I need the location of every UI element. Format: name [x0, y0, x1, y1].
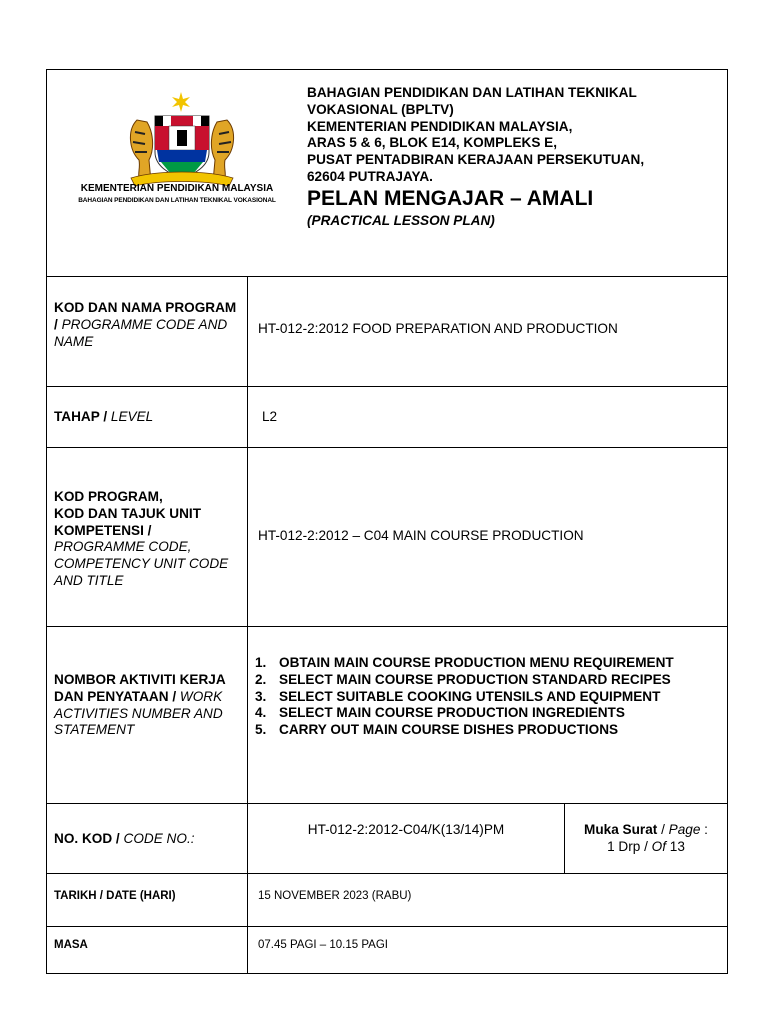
activities-label-bold: NOMBOR AKTIVITI KERJA DAN PENYATAAN / [54, 672, 226, 704]
date-value-cell [248, 874, 727, 926]
list-item: 3. SELECT SUITABLE COOKING UTENSILS AND EQUIPMENT [255, 688, 661, 704]
address-line: VOKASIONAL (BPLTV) [307, 101, 454, 117]
program-value-cell [248, 276, 727, 386]
address-line: ARAS 5 & 6, BLOK E14, KOMPLEKS E, [307, 135, 558, 151]
time-row [47, 927, 727, 973]
logo-sub-caption: BAHAGIAN PENDIDIKAN DAN LATIHAN TEKNIKAL VOKASIONAL [78, 197, 276, 204]
level-label-cell [47, 387, 248, 447]
list-item: 1. OBTAIN MAIN COURSE PRODUCTION MENU REQUIREMENT [255, 655, 674, 670]
program-label-bold: KOD DAN NAMA PROGRAM / [54, 300, 237, 332]
list-item: 5. CARRY OUT MAIN COURSE DISHES PRODUCTIONS [255, 722, 619, 738]
time-value: 07.45 PAGI – 10.15 PAGI [258, 939, 388, 951]
date-label-cell [47, 874, 248, 926]
activities-label-cell [47, 627, 248, 803]
activities-label-italic: WORK ACTIVITIES NUMBER AND STATEMENT [54, 688, 223, 738]
code-label-cell [47, 804, 248, 873]
code-label-bold: NO. KOD / [54, 831, 120, 846]
page-number: 1 Drp / [607, 838, 652, 854]
level-label-italic: LEVEL [110, 409, 154, 424]
page-label-bold: Muka Surat [584, 822, 658, 837]
code-value: HT-012-2:2012-C04/K(13/14)PM [307, 822, 505, 837]
program-value: HT-012-2:2012 FOOD PREPARATION AND PRODUCTION [258, 321, 618, 336]
page-label-italic: Page [668, 822, 701, 837]
unit-label-bold-1: KOD PROGRAM, [54, 489, 163, 504]
level-row [47, 387, 727, 448]
date-label: TARIKH / DATE (HARI) [54, 890, 176, 902]
activities-value-cell [248, 627, 727, 803]
address-line: PUSAT PENTADBIRAN KERAJAAN PERSEKUTUAN, [307, 152, 645, 168]
activities-list [255, 655, 725, 739]
date-row [47, 874, 727, 927]
program-label-cell [47, 276, 248, 386]
level-value-cell [248, 387, 727, 447]
unit-value-cell [248, 448, 727, 626]
list-item: 2. SELECT MAIN COURSE PRODUCTION STANDARD RECIPES [255, 671, 671, 687]
program-label-italic: PROGRAMME CODE AND NAME [54, 316, 228, 349]
time-label: MASA [54, 939, 88, 951]
unit-value: HT-012-2:2012 – C04 MAIN COURSE PRODUCTION [258, 528, 584, 543]
time-value-cell [248, 927, 727, 973]
work-activities-row [47, 627, 727, 804]
code-label-italic: CODE NO.: [123, 831, 195, 846]
page-total: 13 [666, 838, 685, 854]
date-value: 15 NOVEMBER 2023 (RABU) [258, 890, 412, 902]
program-row [47, 276, 727, 387]
code-value-cell [248, 804, 565, 873]
competency-unit-row [47, 448, 727, 627]
level-label-bold: TAHAP / [54, 409, 108, 424]
form-header [47, 70, 727, 277]
unit-label-cell [47, 448, 248, 626]
logo-caption: KEMENTERIAN PENDIDIKAN MALAYSIA [80, 183, 274, 194]
unit-label-italic: PROGRAMME CODE, COMPETENCY UNIT CODE AND TITLE [54, 539, 229, 588]
document-subtitle: (PRACTICAL LESSON PLAN) [307, 213, 495, 228]
code-row [47, 804, 727, 874]
time-label-cell [47, 927, 248, 973]
unit-label-bold-2: KOD DAN TAJUK UNIT KOMPETENSI / [54, 505, 202, 538]
address-line: BAHAGIAN PENDIDIKAN DAN LATIHAN TEKNIKAL [307, 85, 637, 100]
department-address [307, 85, 717, 186]
page-number-cell: Muka Surat / Page : 1 Drp / Of 13 [584, 822, 708, 854]
document-title: PELAN MENGAJAR – AMALI [307, 187, 594, 210]
level-value: L2 [262, 409, 278, 424]
ministry-caption [57, 182, 297, 205]
lesson-plan-form [46, 69, 728, 974]
list-item: 4. SELECT MAIN COURSE PRODUCTION INGREDIENTS [255, 705, 625, 721]
address-line: 62604 PUTRAJAYA. [307, 168, 433, 184]
address-line: KEMENTERIAN PENDIDIKAN MALAYSIA, [307, 118, 573, 134]
